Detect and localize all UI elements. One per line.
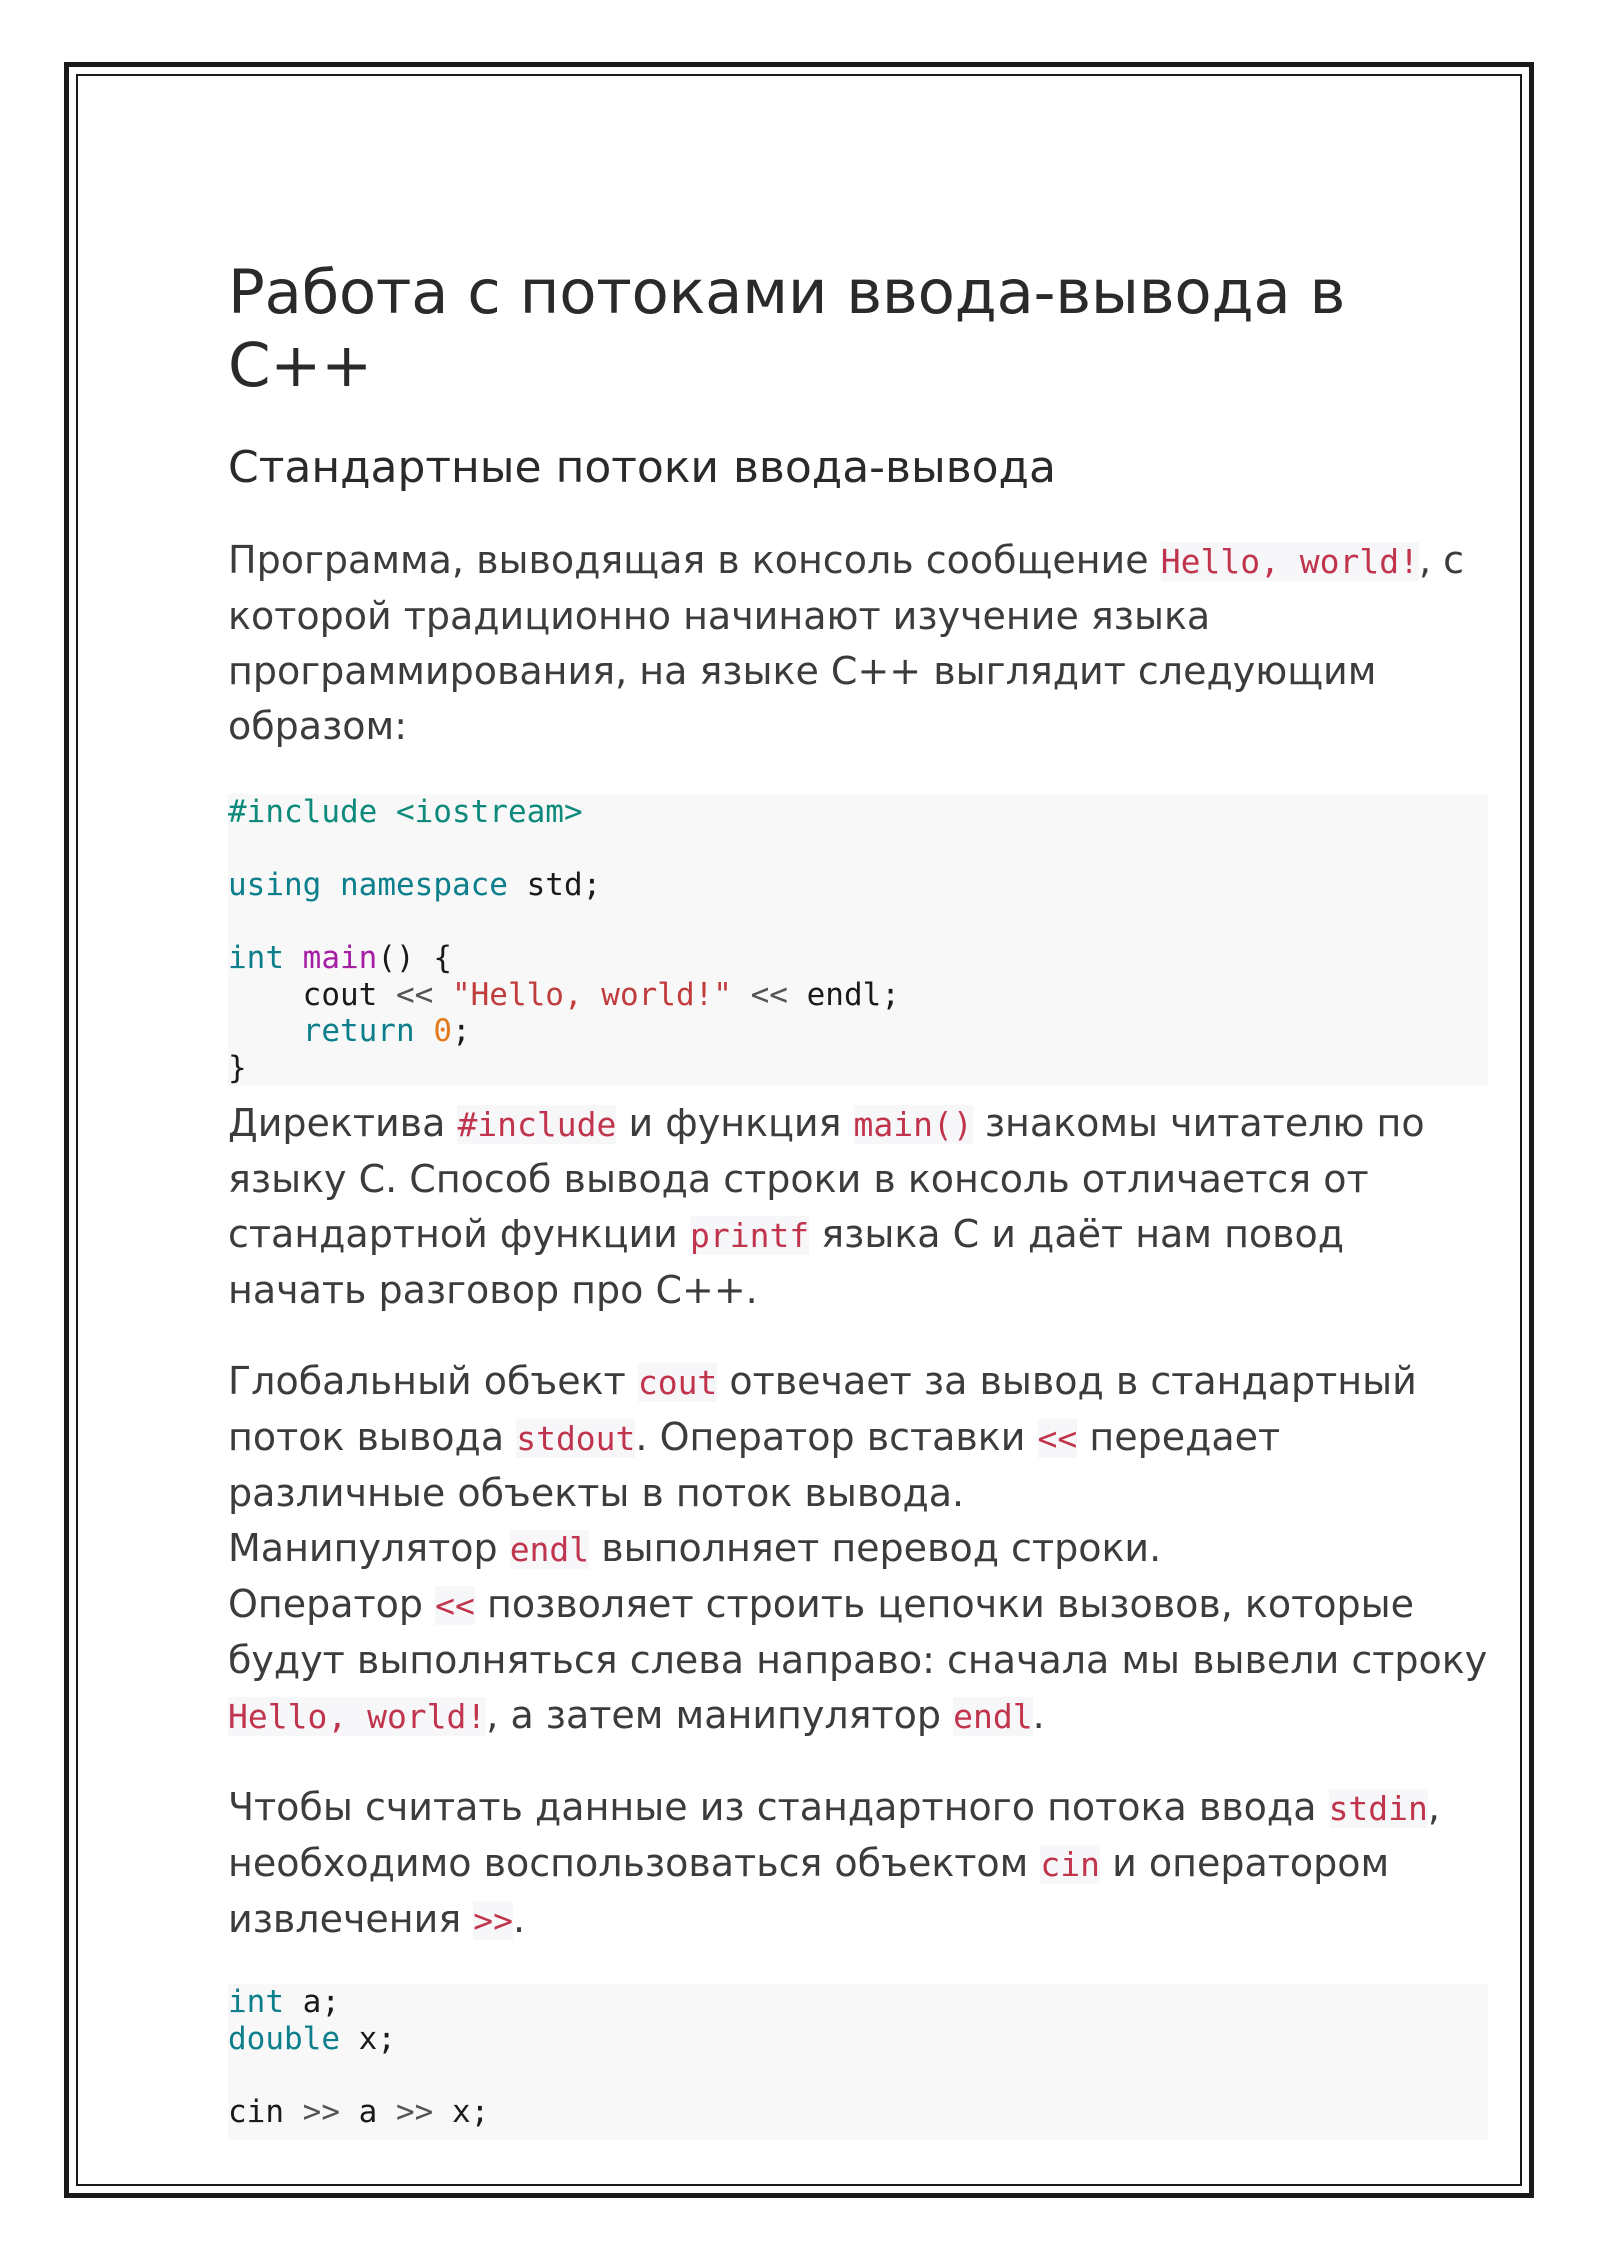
code-token: ;	[451, 1013, 471, 1050]
text: , с которой традиционно начинают изучение языка программирования, на языке C++ выглядит следующим образом:	[228, 538, 1465, 749]
inline-code: <<	[1037, 1419, 1078, 1459]
code-token: #include	[228, 794, 378, 831]
text: языка C и даёт нам повод начать разговор про C++.	[228, 1212, 1345, 1313]
code-token: namespace	[340, 867, 508, 904]
text: .	[513, 1897, 526, 1942]
code-token: <iostream>	[395, 794, 583, 831]
code-token: a	[339, 2093, 396, 2130]
text: Глобальный объект	[228, 1359, 638, 1404]
paragraph-cout	[228, 1354, 1488, 1744]
text: Директива	[228, 1101, 458, 1146]
code-token: int	[228, 1984, 284, 2021]
inline-code: stdin	[1328, 1789, 1428, 1829]
code-token: std;	[507, 867, 602, 904]
text: передает различные объекты в поток вывода.	[228, 1415, 1281, 1516]
text: выполняет перевод строки.	[589, 1526, 1162, 1571]
text: Оператор	[228, 1582, 436, 1627]
code-token: <<	[750, 976, 788, 1013]
inline-code: #include	[457, 1105, 617, 1145]
inline-code: Hello, world!	[228, 1697, 487, 1737]
code-token: main	[302, 940, 378, 977]
code-token: "Hello, world!"	[451, 976, 732, 1013]
code-token: int	[228, 940, 284, 977]
code-token: >>	[395, 2093, 434, 2130]
text: знакомы читателю по языку C. Способ вывода строки в консоль отличается от стандартной функции	[228, 1101, 1425, 1257]
code-token: >>	[302, 2093, 340, 2130]
code-block-cin	[228, 1984, 1488, 2140]
code-token: endl;	[787, 976, 900, 1013]
code-token: double	[228, 2020, 340, 2057]
text: и оператором извлечения	[228, 1841, 1390, 1942]
paragraph-intro	[228, 533, 1488, 754]
inline-code: <<	[435, 1586, 475, 1626]
code-token: x;	[433, 2093, 490, 2130]
code-token: return	[302, 1013, 415, 1050]
inline-code: stdout	[516, 1419, 636, 1459]
inline-code: printf	[689, 1216, 810, 1256]
inline-code: endl	[509, 1530, 590, 1570]
inline-code: main()	[853, 1105, 973, 1145]
inline-code: cin	[1040, 1845, 1101, 1885]
code-token: <<	[395, 976, 434, 1013]
section-heading: Стандартные потоки ввода-вывода	[228, 442, 1056, 494]
code-token: cout	[228, 976, 396, 1013]
code-token: using	[228, 867, 322, 904]
code-token: cin	[228, 2093, 303, 2130]
page-title: Работа с потоками ввода-вывода в C++	[228, 257, 1346, 402]
text: , а затем манипулятор	[486, 1693, 954, 1738]
inline-code: cout	[637, 1363, 718, 1403]
text: . Оператор вставки	[635, 1415, 1038, 1460]
text: и функция	[616, 1101, 854, 1146]
code-block-hello-world	[228, 794, 1488, 1086]
code-token: x;	[339, 2020, 396, 2057]
inline-code: endl	[953, 1697, 1033, 1737]
paragraph-cin	[228, 1780, 1488, 1948]
inline-code: Hello, world!	[1160, 542, 1419, 582]
code-token: a;	[284, 1984, 340, 2021]
text: Манипулятор	[228, 1526, 510, 1571]
text: .	[1032, 1693, 1045, 1738]
text: отвечает за вывод в стандартный поток вывода	[228, 1359, 1417, 1460]
inline-code: >>	[473, 1901, 514, 1941]
code-token: () {	[377, 940, 452, 977]
code-token: }	[228, 1049, 247, 1086]
code-token: 0	[433, 1013, 452, 1050]
paragraph-include-main	[228, 1096, 1488, 1318]
text: Программа, выводящая в консоль сообщение	[228, 538, 1161, 583]
text: позволяет строить цепочки вызовов, которые будут выполняться слева направо: сначала мы вывели строку	[228, 1582, 1488, 1683]
text: , необходимо воспользоваться объектом	[228, 1785, 1440, 1886]
document-content	[228, 256, 1488, 2140]
text: Чтобы считать данные из стандартного потока ввода	[228, 1785, 1329, 1830]
